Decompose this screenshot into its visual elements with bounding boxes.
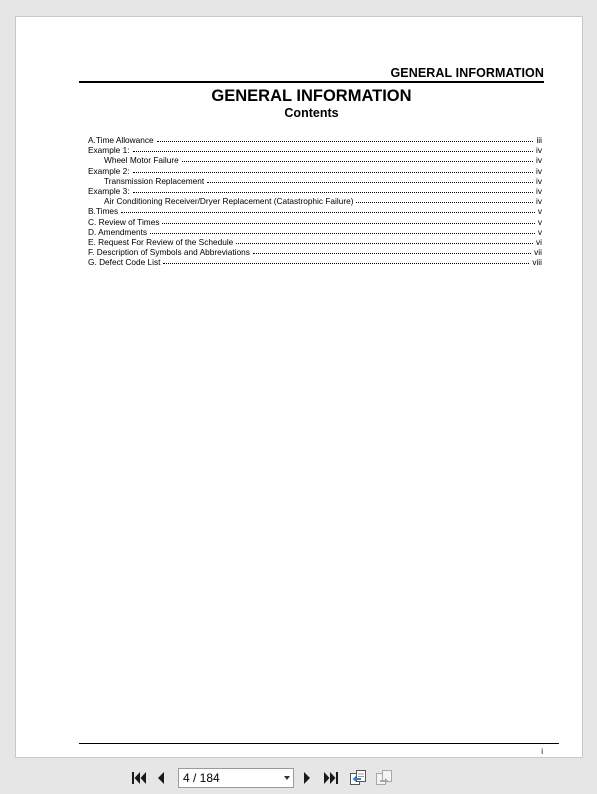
toc-dot-leader [236,243,533,244]
toc-entry[interactable] [88,206,542,216]
toc-dot-leader [207,182,533,183]
toc-entry-page: vii [534,247,542,258]
toc-entry-label: F. Description of Symbols and Abbreviations [88,247,250,258]
first-page-button[interactable] [130,768,148,788]
running-header: GENERAL INFORMATION [390,66,544,80]
first-page-icon [131,771,147,785]
toc-entry-label: Example 3: [88,185,130,196]
last-page-icon [323,771,339,785]
next-page-button[interactable] [300,768,314,788]
next-view-icon [375,769,393,787]
toc-entry-label: E. Request For Review of the Schedule [88,236,234,247]
toc-entry-label: Transmission Replacement [104,175,205,186]
toc-entry-label: Example 2: [88,165,130,176]
toc-entry[interactable] [88,176,542,186]
previous-page-icon [156,771,166,785]
toc-dot-leader [133,172,533,173]
page-number-input[interactable] [179,771,273,785]
toc-entry-page: v [537,226,542,237]
navigation-toolbar [0,762,597,794]
last-page-button[interactable] [322,768,340,788]
toc-entry-label: B.Times [88,206,119,217]
toc-entry[interactable] [88,227,542,237]
toc-dot-leader [163,263,529,264]
toc-entry-page: iv [536,175,542,186]
toc-entry-label: Air Conditioning Receiver/Dryer Replacement (Catastrophic Failure) [104,196,354,207]
toc-entry-page: viii [532,257,542,268]
toc-entry[interactable] [88,217,542,227]
toc-entry-page: iv [536,165,542,176]
document-page [15,16,583,758]
toc-dot-leader [253,253,531,254]
toc-entry[interactable] [88,145,542,155]
toc-entry[interactable] [88,135,542,145]
toc-entry-label: D. Amendments [88,226,148,237]
previous-page-button[interactable] [154,768,168,788]
next-page-icon [302,771,312,785]
toc-dot-leader [150,233,535,234]
previous-view-button[interactable] [348,768,368,788]
toc-dot-leader [121,212,535,213]
footer-rule [79,743,559,744]
toc-entry-label: Wheel Motor Failure [104,155,179,166]
toc-entry-page: v [537,206,542,217]
header-rule [79,81,544,83]
toc-entry-label: A.Time Allowance [88,135,154,145]
toc-entry[interactable] [88,166,542,176]
toc-entry-page: iv [536,155,542,166]
toc-entry-page: iv [536,145,542,156]
toc-entry-page: v [537,216,542,227]
toc-entry[interactable] [88,247,542,257]
page-subtitle: Contents [284,106,339,120]
toc-entry-page: vi [536,236,542,247]
toc-dot-leader [182,161,533,162]
toc-dot-leader [162,223,534,224]
toc-entry-page: iv [536,185,542,196]
toc-entry-label: Example 1: [88,145,130,156]
toc-entry[interactable] [88,257,542,267]
next-view-button[interactable] [374,768,394,788]
page-title: GENERAL INFORMATION [211,87,412,105]
toc-dot-leader [133,151,533,152]
toc-entry[interactable] [88,186,542,196]
toc-dot-leader [356,202,533,203]
toc-entry-label: C. Review of Times [88,216,160,227]
table-of-contents [88,135,542,267]
page-number-select[interactable] [178,768,294,788]
toc-entry[interactable] [88,155,542,165]
toc-entry-label: G. Defect Code List [88,257,161,268]
toc-entry-page: iii [536,135,542,145]
toc-dot-leader [133,192,533,193]
toc-entry-page: iv [536,196,542,207]
toc-entry[interactable] [88,237,542,247]
toc-entry[interactable] [88,196,542,206]
previous-view-icon [349,769,367,787]
chevron-down-icon[interactable] [284,776,290,780]
page-folio: i [541,747,543,756]
toc-dot-leader [157,141,534,142]
